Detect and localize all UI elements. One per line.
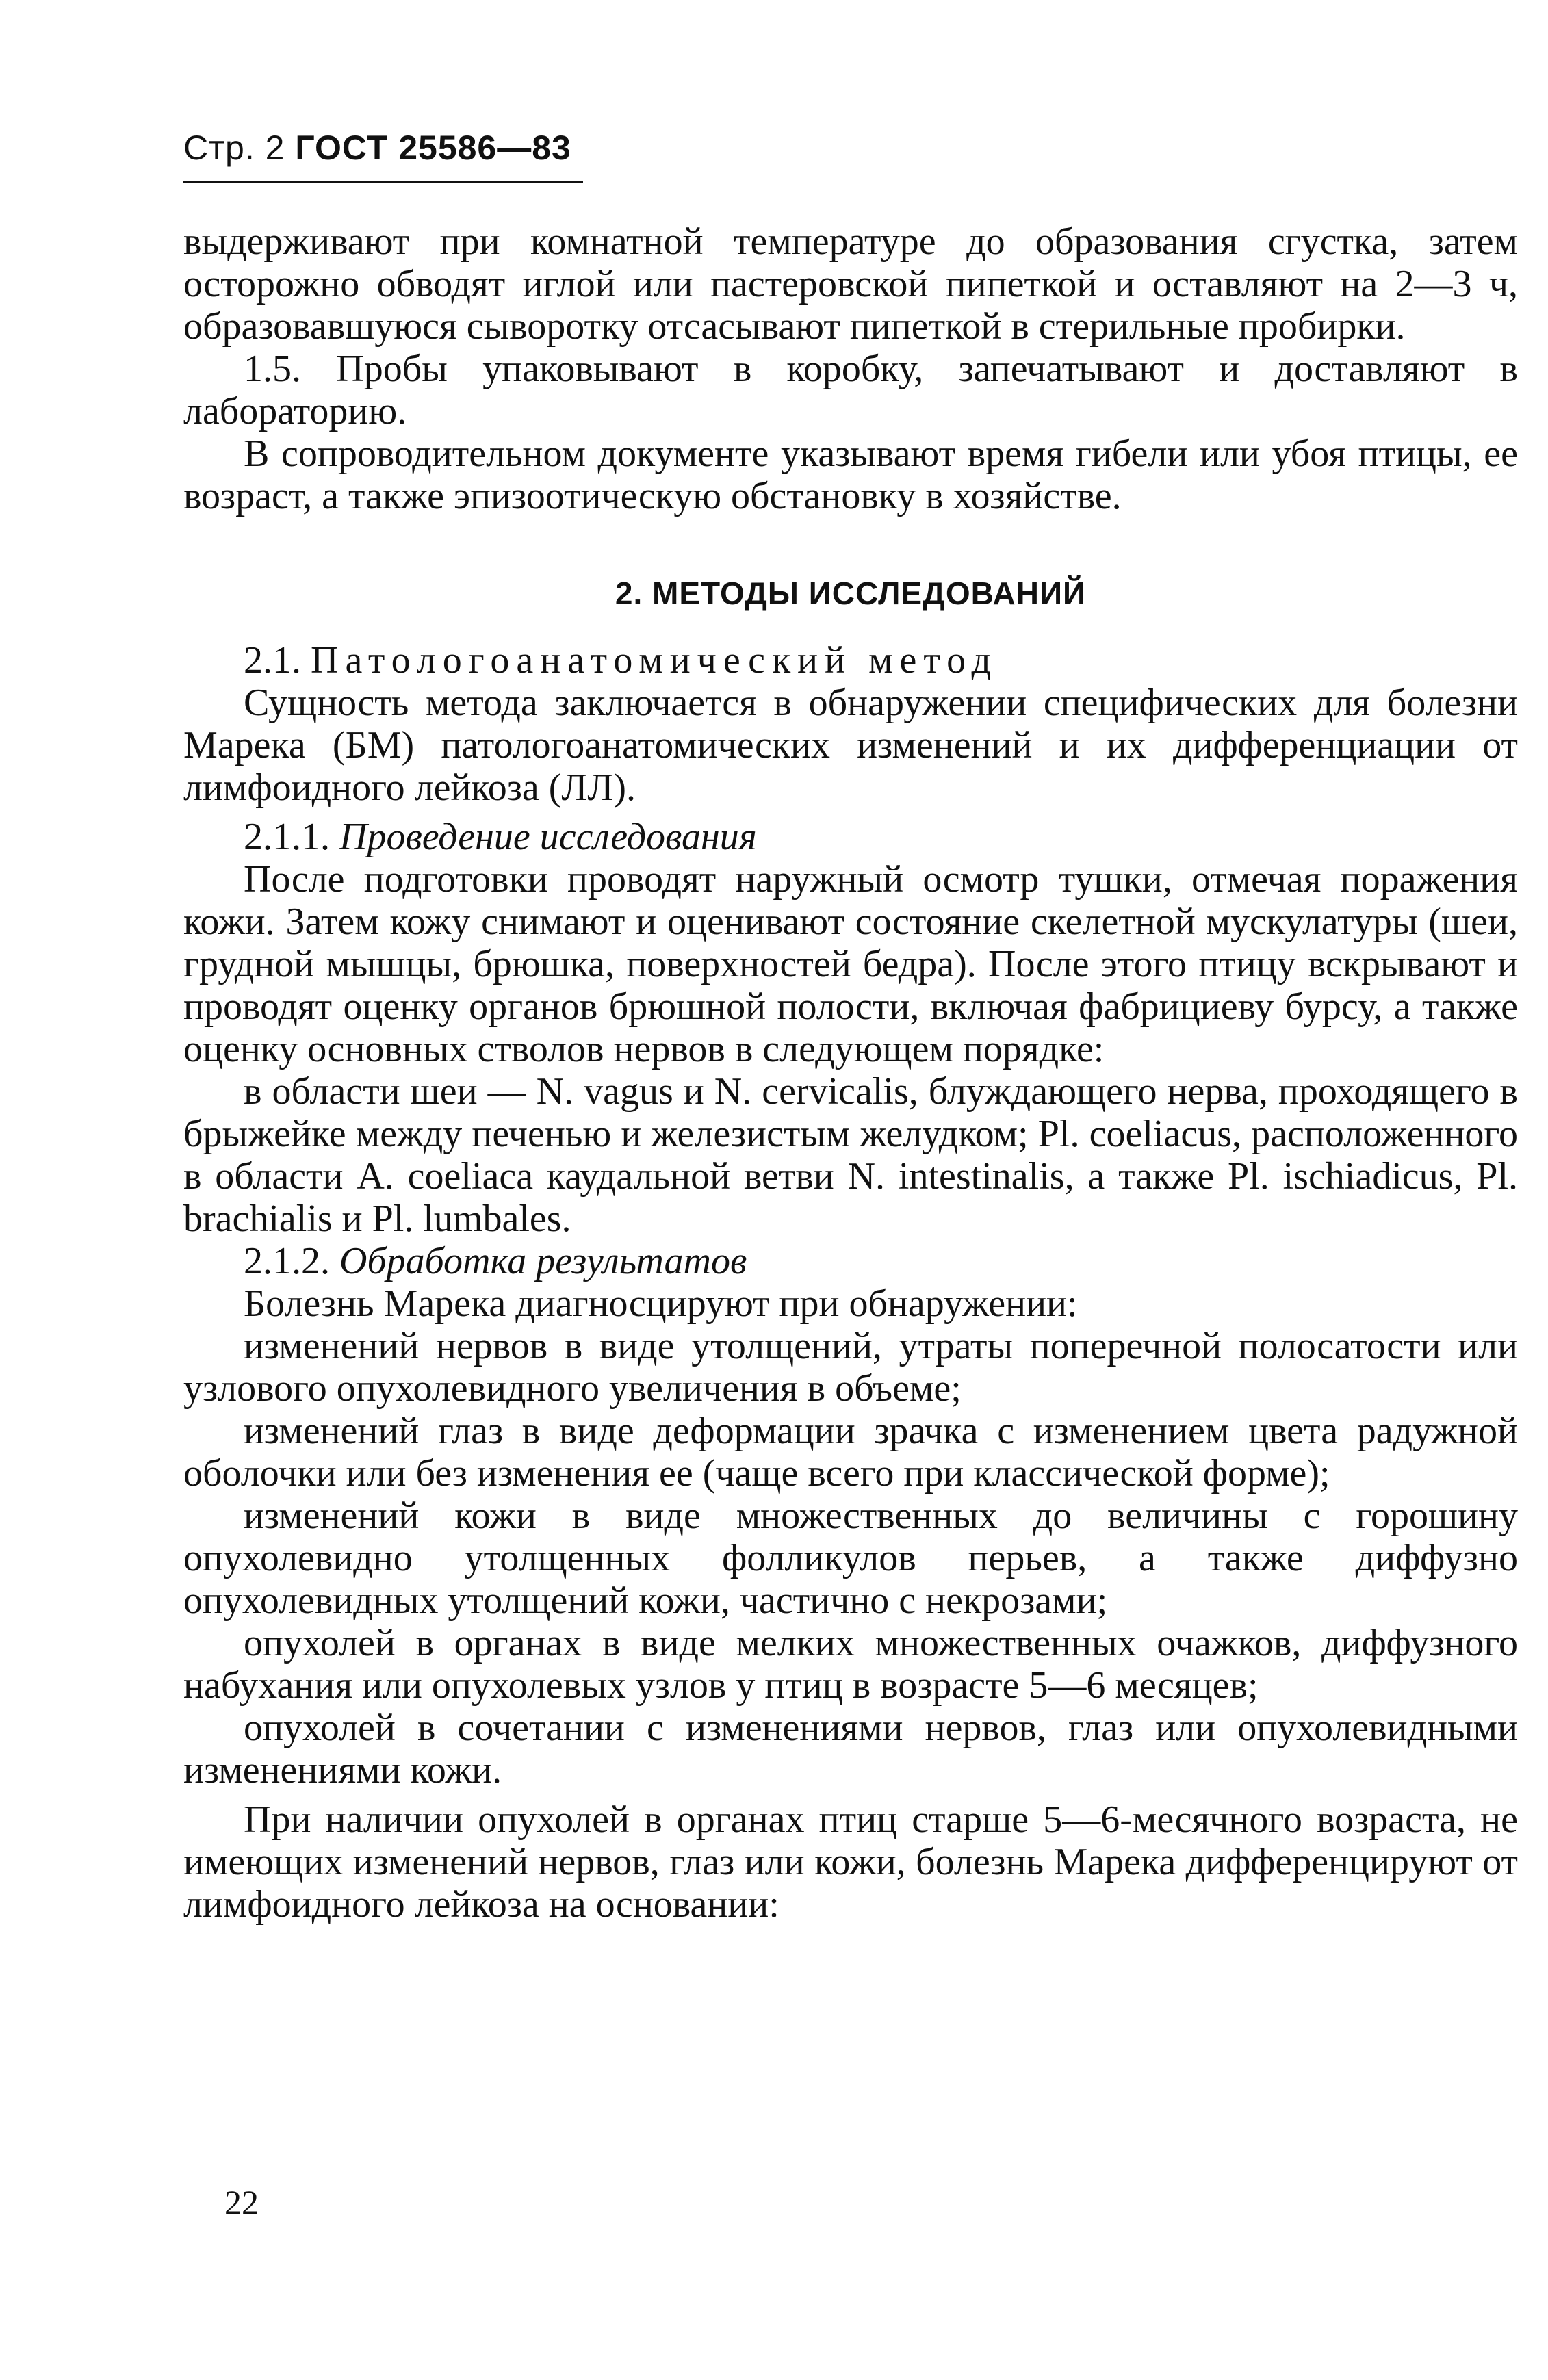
page-label: Стр. 2 (183, 129, 285, 167)
subsection-2-1-1-number: 2.1.1. (244, 816, 330, 858)
subsection-2-1 (183, 639, 1518, 682)
paragraph-nerves: в области шеи — N. vagus и N. cervicalis, блуждающего нерва, проходящего в брыжейке между печенью и железистым желудком; Pl. coeliacus, расположенного в области A. coeliaca каудальной ветви N. intestinalis, а также Pl. ischiadicus, Pl. brachialis и Pl. lumbales. (183, 1070, 1518, 1240)
subsection-2-1-1-title: Проведение исследования (339, 816, 757, 858)
header-rule (183, 181, 583, 183)
document-body (183, 220, 1518, 1926)
paragraph-method-essence: Сущность метода заключается в обнаружении специфических для болезни Марека (БМ) патологоанатомических изменений и их дифференциации от лимфоидного лейкоза (ЛЛ). (183, 682, 1518, 809)
page-number: 22 (224, 2183, 259, 2221)
page-header (183, 127, 571, 168)
paragraph-1-5: 1.5. Пробы упаковывают в коробку, запечатывают и доставляют в лабораторию. (183, 348, 1518, 432)
paragraph-differentiation: При наличии опухолей в органах птиц старше 5—6-месячного возраста, не имеющих изменений нервов, глаз или кожи, болезнь Марека дифференцируют от лимфоидного лейкоза на основании: (183, 1798, 1518, 1926)
list-item-nerves: изменений нервов в виде утолщений, утраты поперечной полосатости или узлового опухолевидного увеличения в объеме; (183, 1325, 1518, 1410)
list-item-combination: опухолей в сочетании с изменениями нервов, глаз или опухолевидными изменениями кожи. (183, 1707, 1518, 1792)
subsection-2-1-number: 2.1. (244, 639, 301, 682)
subsection-2-1-2-number: 2.1.2. (244, 1240, 330, 1282)
section-heading: 2. МЕТОДЫ ИССЛЕДОВАНИЙ (615, 575, 1087, 611)
paragraph-diagnosis-intro: Болезнь Марека диагносцируют при обнаружении: (244, 1282, 1078, 1325)
paragraph-examination: После подготовки проводят наружный осмотр тушки, отмечая поражения кожи. Затем кожу снимают и оценивают состояние скелетной мускулатуры (шеи, грудной мышцы, брюшка, поверхностей бедра). После этого птицу вскрывают и проводят оценку органов брюшной полости, включая фабрициеву бурсу, а также оценку основных стволов нервов в следующем порядке: (183, 858, 1518, 1070)
subsection-2-1-2-title: Обработка результатов (339, 1240, 747, 1282)
subsection-2-1-1 (183, 816, 1518, 858)
list-item-organs: опухолей в органах в виде мелких множественных очажков, диффузного набухания или опухолевых узлов у птиц в возрасте 5—6 месяцев; (183, 1622, 1518, 1707)
subsection-2-1-title: Патологоанатомический метод (311, 639, 998, 682)
standard-number: ГОСТ 25586—83 (295, 129, 571, 167)
list-item-skin: изменений кожи в виде множественных до величины с горошину опухолевидно утолщенных фолликулов перьев, а также диффузно опухолевидных утолщений кожи, частично с некрозами; (183, 1495, 1518, 1622)
subsection-2-1-2 (183, 1240, 1518, 1282)
paragraph-accompanying-document: В сопроводительном документе указывают время гибели или убоя птицы, ее возраст, а также эпизоотическую обстановку в хозяйстве. (183, 432, 1518, 517)
paragraph-continuation: выдерживают при комнатной температуре до образования сгустка, затем осторожно обводят иглой или пастеровской пипеткой и оставляют на 2—3 ч, образовавшуюся сыворотку отсасывают пипеткой в стерильные пробирки. (183, 220, 1518, 348)
list-item-eyes: изменений глаз в виде деформации зрачка с изменением цвета радужной оболочки или без изменения ее (чаще всего при классической форме); (183, 1410, 1518, 1495)
